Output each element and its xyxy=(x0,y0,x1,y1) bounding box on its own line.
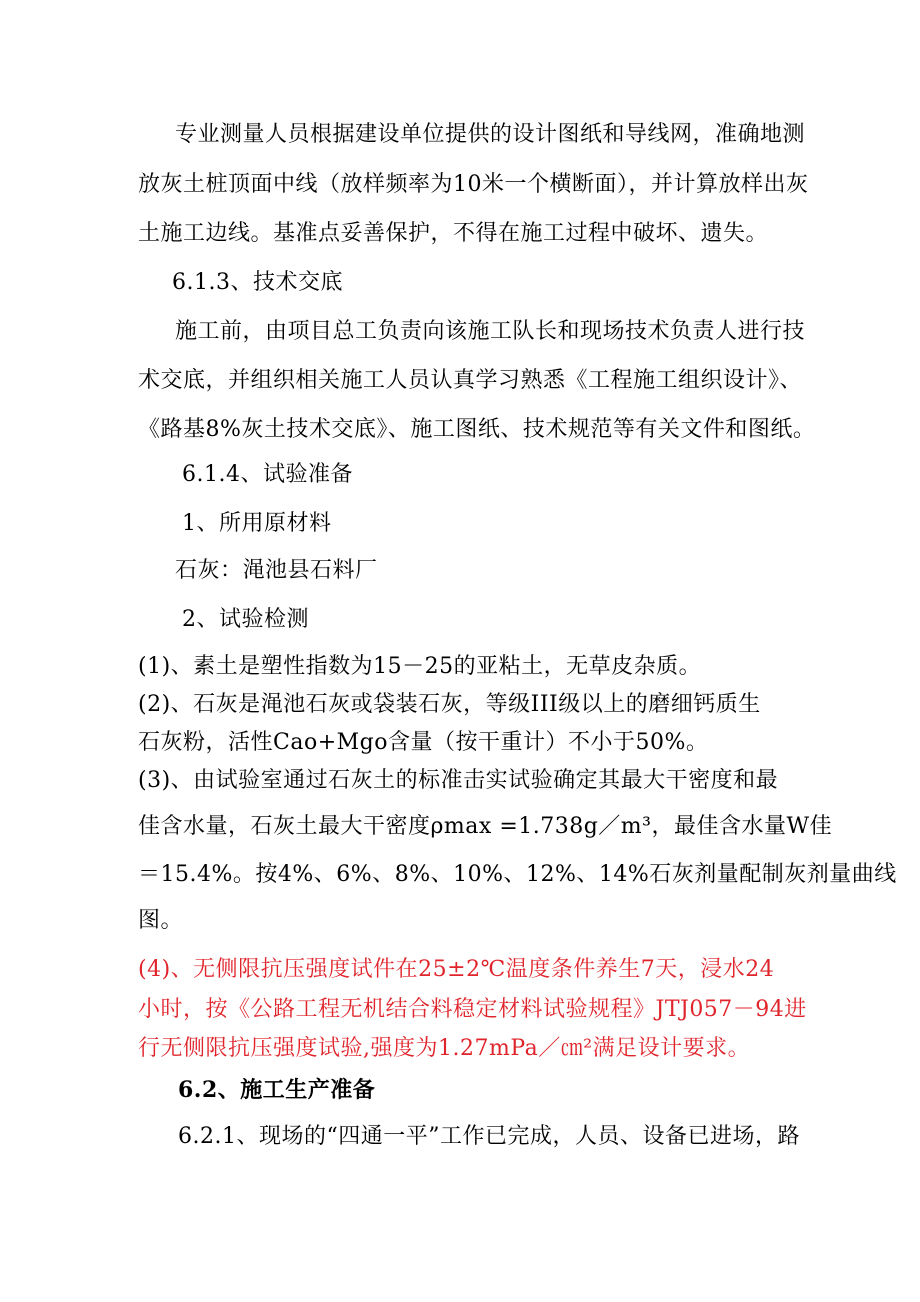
condition-3-line: ＝15.4%。按4%、6%、8%、10%、12%、14%石灰剂量配制灰剂量曲线 xyxy=(138,862,897,887)
condition-4-line: 行无侧限抗压强度试验,强度为1.27mPa／㎝²满足设计要求。 xyxy=(138,1036,751,1061)
condition-3-line: (3)、由试验室通过石灰土的标准击实试验确定其最大干密度和最 xyxy=(138,768,779,793)
body-text-line: 放灰土桩顶面中线（放样频率为10米一个横断面），并计算放样出灰 xyxy=(138,172,809,197)
condition-3-line: 图。 xyxy=(138,908,184,933)
body-text-line: 术交底，并组织相关施工人员认真学习熟悉《工程施工组织设计》、 xyxy=(138,368,803,393)
body-text-line: 专业测量人员根据建设单位提供的设计图纸和导线网，准确地测 xyxy=(175,122,806,147)
condition-1: (1)、素土是塑性指数为15－25的亚粘土，无草皮杂质。 xyxy=(138,654,702,679)
condition-4-line: 小时，按《公路工程无机结合料稳定材料试验规程》JTJ057－94进 xyxy=(138,997,807,1022)
section-heading-6-2: 6.2、施工生产准备 xyxy=(178,1077,376,1103)
condition-4-line: (4)、无侧限抗压强度试件在25±2℃温度条件养生7天，浸水24 xyxy=(138,957,775,982)
body-text-line: 《路基8%灰土技术交底》、施工图纸、技术规范等有关文件和图纸。 xyxy=(138,417,816,442)
condition-2-line: (2)、石灰是渑池石灰或袋装石灰，等级III级以上的磨细钙质生 xyxy=(138,692,761,717)
section-heading-6-1-4: 6.1.4、试验准备 xyxy=(182,462,353,487)
section-heading-6-2-1: 6.2.1、现场的“四通一平”工作已完成，人员、设备已进场，路 xyxy=(178,1124,800,1149)
body-text-line: 施工前，由项目总工负责向该施工队长和现场技术负责人进行技 xyxy=(175,319,806,344)
condition-3-line: 佳含水量，石灰土最大干密度ρmax =1.738g／m³，最佳含水量W佳 xyxy=(138,814,833,839)
lime-source: 石灰：渑池县石料厂 xyxy=(175,558,378,583)
list-item-raw-materials: 1、所用原材料 xyxy=(182,511,332,536)
list-item-testing: 2、试验检测 xyxy=(182,607,309,632)
body-text-line: 土施工边线。基准点妥善保护，不得在施工过程中破坏、遗失。 xyxy=(138,221,769,246)
condition-2-line: 石灰粉，活性Cao+Mgo含量（按干重计）不小于50%。 xyxy=(138,730,709,755)
section-heading-6-1-3: 6.1.3、技术交底 xyxy=(172,270,343,295)
